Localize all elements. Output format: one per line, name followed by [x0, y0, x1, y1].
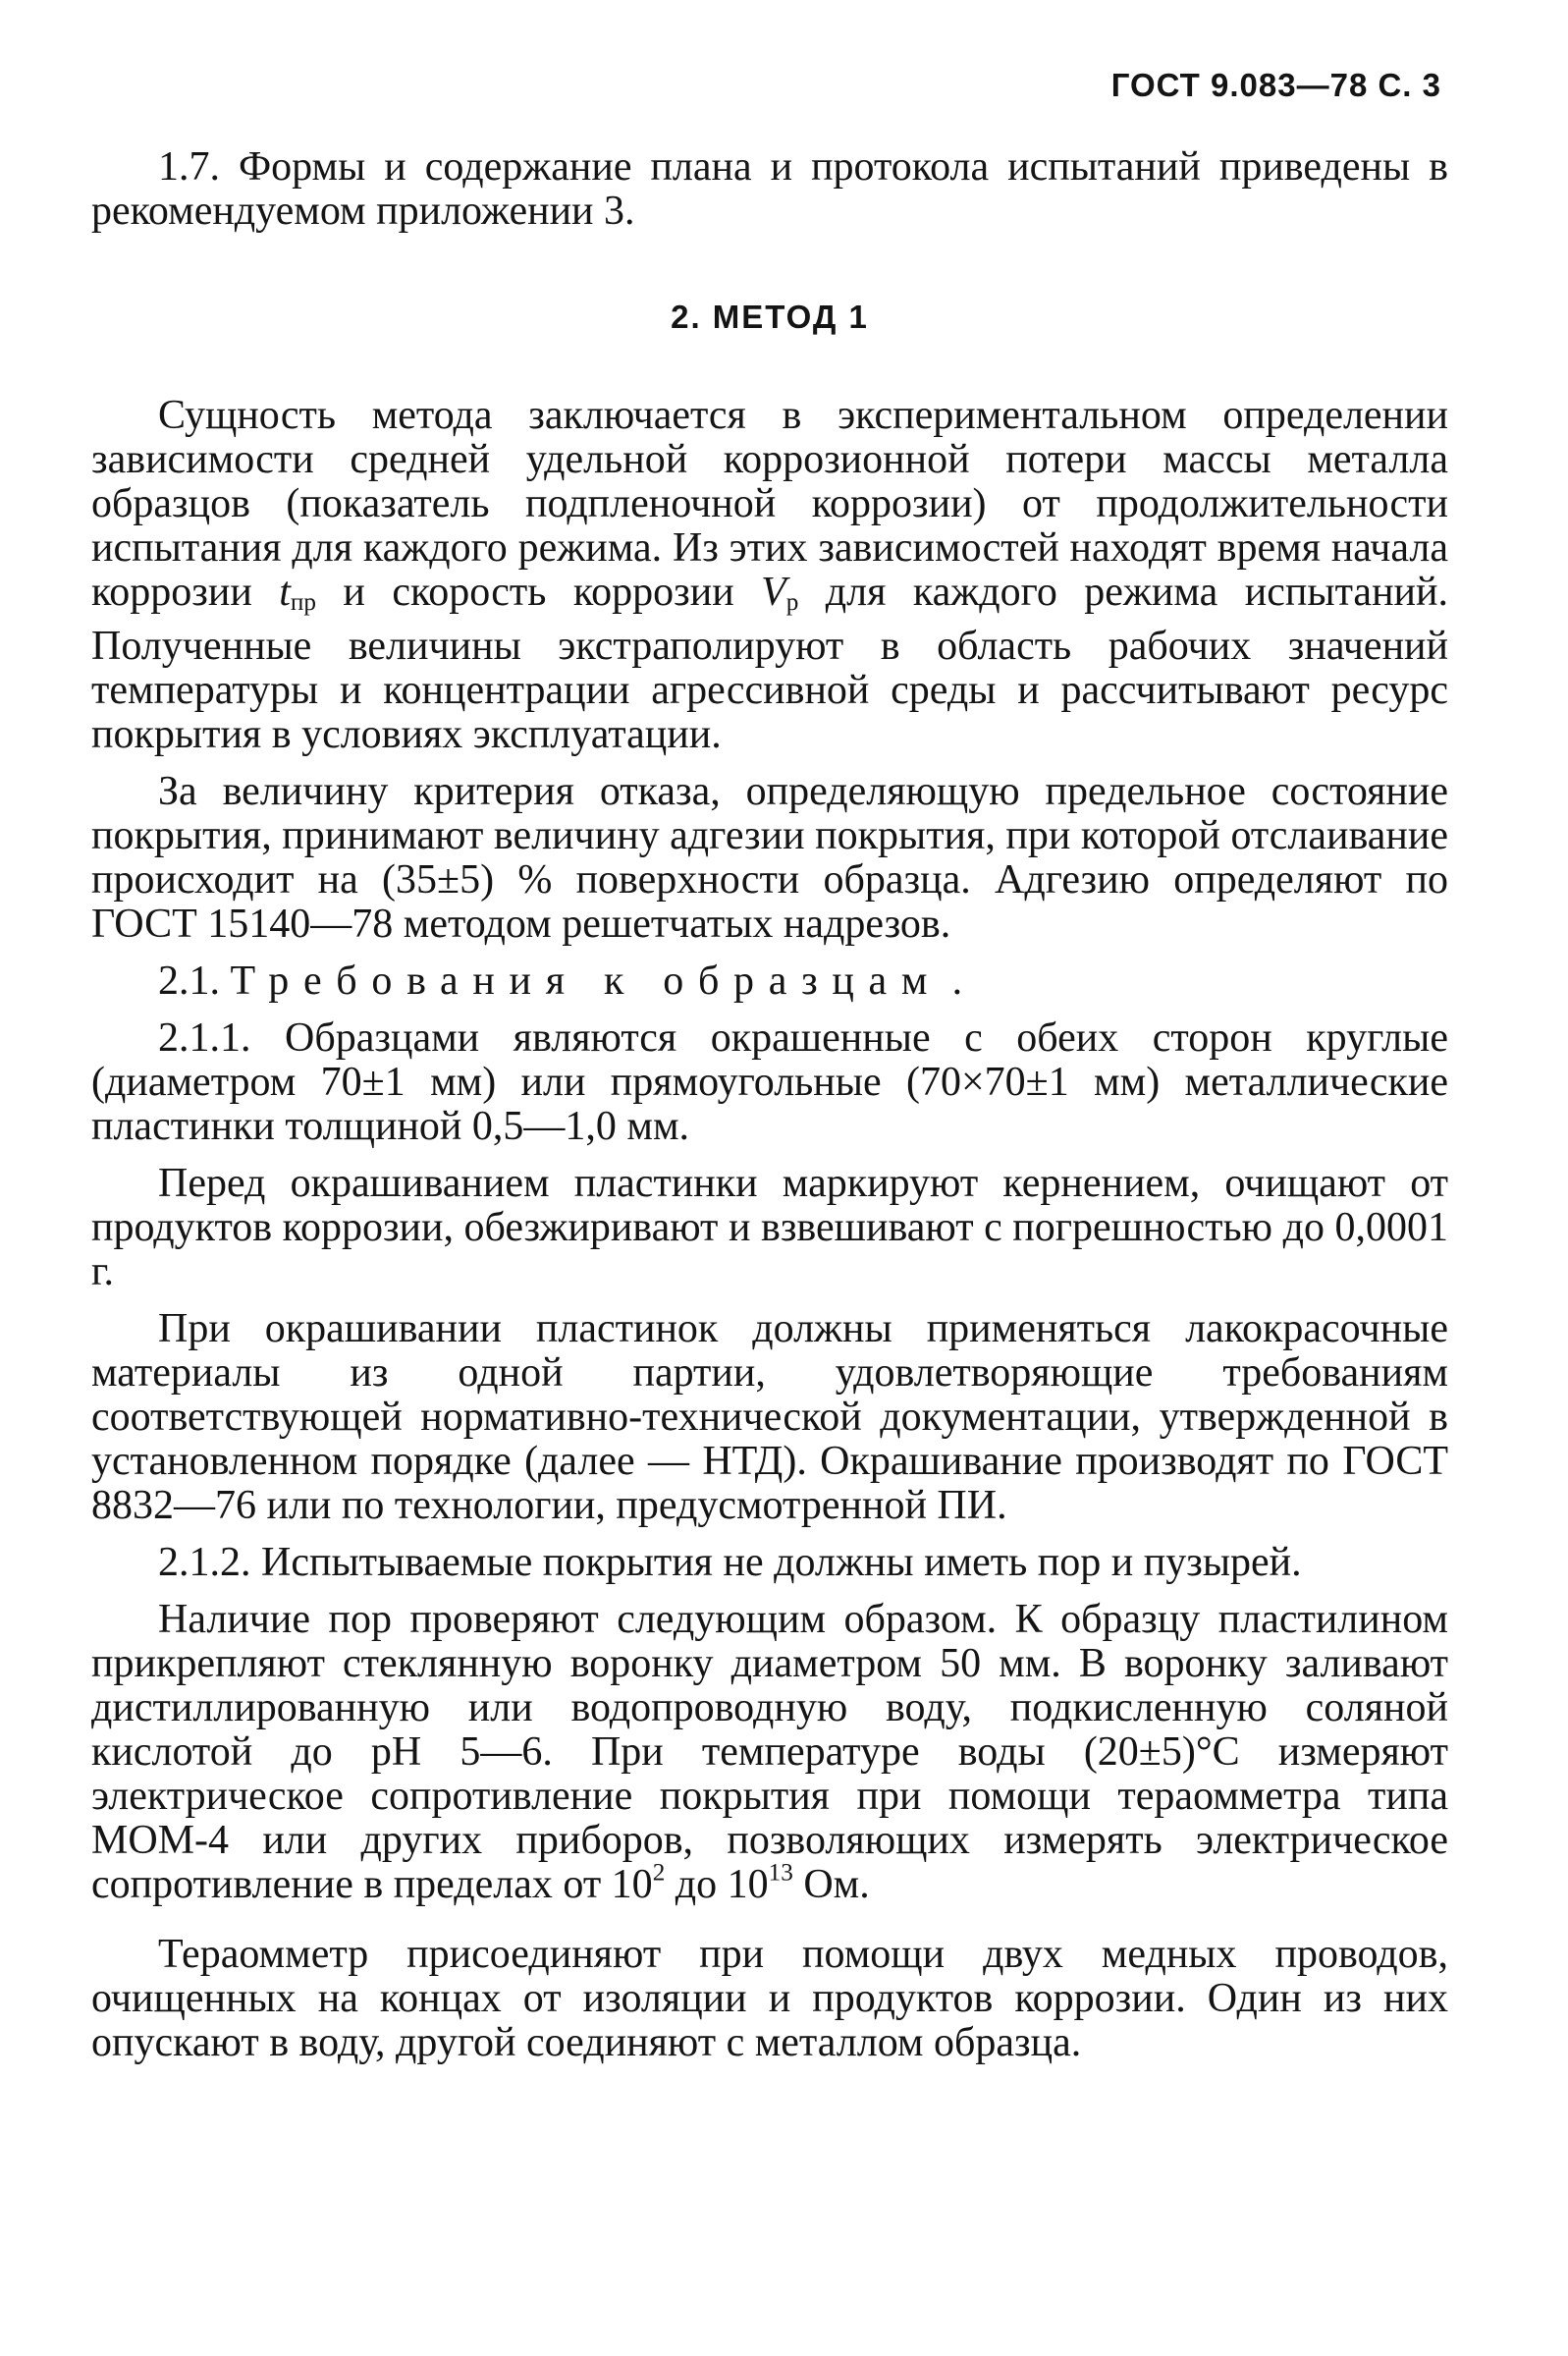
pores-text-b: до 10 — [665, 1862, 769, 1908]
section-title-method-1: 2. МЕТОД 1 — [671, 299, 869, 335]
symbol-t-subscript: пр — [290, 589, 316, 617]
essence-text-a: Сущность метода заключается в экспериментальном определении зависимости средней удельной коррозионной потери массы металла образцов (показатель подпленочной коррозии) от продолжительности испытания для каждого режима. Из этих зависимостей находят время начала коррозии — [91, 393, 1448, 615]
paragraph-painting: При окрашивании пластинок должны применяться лакокрасочные материалы из одной партии, удовлетворяющие требованиям соответствующей нормативно-технической документации, утвержденной в установленном порядке (далее — НТД). Окрашивание производят по ГОСТ 8832—76 или по технологии, предусмотренной ПИ. — [91, 1306, 1448, 1529]
symbol-t: t — [279, 570, 291, 615]
paragraph-2-1-title: Требования к образцам — [230, 959, 943, 1005]
paragraph-2-1-tail: . — [942, 959, 963, 1005]
page-header: ГОСТ 9.083—78 С. 3 — [1110, 67, 1441, 103]
paragraph-failure-criterion: За величину критерия отказа, определяющую предельное состояние покрытия, принимают величину адгезии покрытия, при которой отслаивание происходит на (35±5) % поверхности образца. Адгезию определяют по ГОСТ 15140—78 методом решетчатых надрезов. — [91, 769, 1448, 948]
paragraph-2-1-1: 2.1.1. Образцами являются окрашенные с обеих сторон круглые (диаметром 70±1 мм) или прямоугольные (70×70±1 мм) металлические пластинки толщиной 0,5—1,0 мм. — [91, 1015, 1448, 1150]
paragraph-2-1 — [91, 959, 1448, 1004]
paragraph-2-1-2: 2.1.2. Испытываемые покрытия не должны иметь пор и пузырей. — [158, 1540, 1302, 1586]
essence-text-b: и скорость коррозии — [316, 570, 762, 615]
document-body — [91, 145, 1448, 2065]
pores-exponent-2: 13 — [768, 1859, 793, 1887]
symbol-v-subscript: р — [785, 589, 799, 617]
paragraph-method-essence — [91, 394, 1448, 757]
pores-text-a: Наличие пор проверяют следующим образом. К образцу пластилином прикрепляют стеклянную воронку диаметром 50 мм. В воронку заливают дистиллированную или водопроводную воду, подкисленную соляной кислотой до pH 5—6. При температуре воды (20±5)°С измеряют электрическое сопротивление покрытия при помощи тераомметра типа МОМ-4 или других приборов, позволяющих измерять электрическое сопротивление в пределах от 10 — [91, 1597, 1448, 1908]
paragraph-teraohmmeter: Тераомметр присоединяют при помощи двух медных проводов, очищенных на концах от изоляции и продуктов коррозии. Один из них опускают в воду, другой соединяют с металлом образца. — [91, 1932, 1448, 2066]
paragraph-2-1-number: 2.1. — [158, 959, 231, 1005]
essence-text-c: для каждого режима испытаний. Полученные величины экстраполируют в область рабочих значений температуры и концентрации агрессивной среды и рассчитывают ресурс покрытия в условиях эксплуатации. — [91, 570, 1449, 758]
paragraph-before-painting: Перед окрашиванием пластинки маркируют кернением, очищают от продуктов коррозии, обезжиривают и взвешивают с погрешностью до 0,0001 г. — [91, 1161, 1448, 1295]
paragraph-pore-check — [91, 1598, 1448, 1907]
symbol-v: V — [761, 570, 786, 615]
paragraph-1-7: 1.7. Формы и содержание плана и протокола испытаний приведены в рекомендуемом приложении 3. — [91, 144, 1448, 234]
pores-exponent-1: 2 — [652, 1859, 666, 1887]
pores-text-c: Ом. — [792, 1862, 870, 1908]
